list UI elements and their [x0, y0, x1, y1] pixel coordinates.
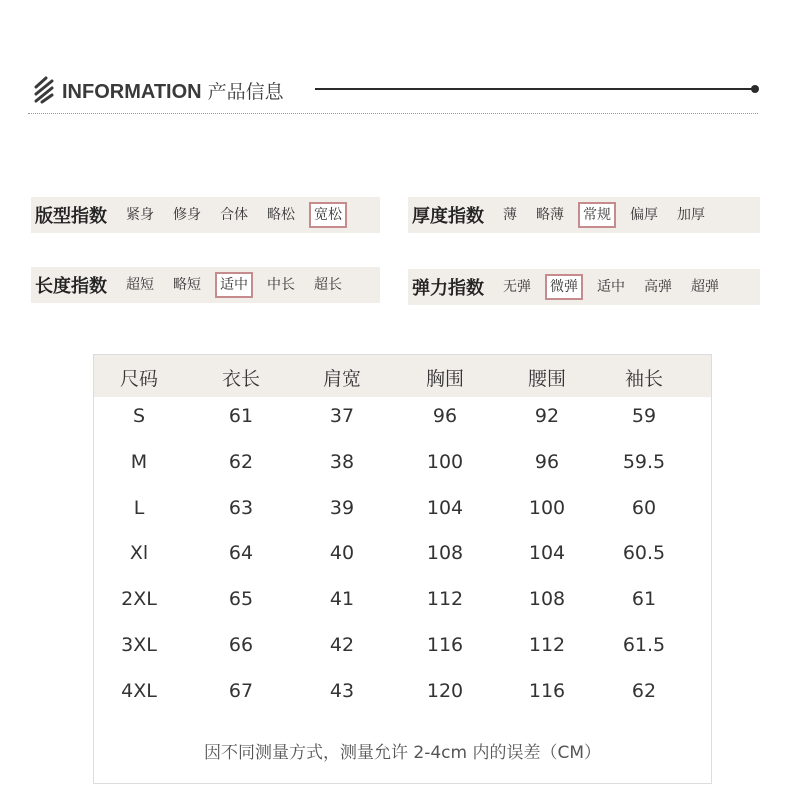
thickness-option: 薄 — [503, 207, 517, 223]
table-cell: M — [130, 450, 148, 473]
fit-option-selected: 宽松 — [309, 202, 347, 228]
table-cell: 120 — [426, 679, 464, 702]
fit-index-bar — [31, 197, 380, 233]
table-cell: 64 — [228, 542, 254, 565]
table-cell: 62 — [228, 450, 254, 473]
table-cell: Xl — [129, 542, 149, 565]
elasticity-option: 适中 — [597, 279, 625, 295]
table-cell: S — [132, 405, 146, 427]
table-header-cell: 肩宽 — [322, 368, 361, 390]
table-cell: 65 — [228, 588, 254, 611]
length-option-selected: 适中 — [215, 272, 253, 298]
size-table — [93, 354, 712, 784]
length-option: 超长 — [314, 277, 342, 293]
table-cell: 42 — [329, 634, 355, 656]
elasticity-index-bar — [408, 269, 760, 305]
thickness-option-selected: 常规 — [578, 202, 616, 228]
header-dotted-rule — [28, 113, 758, 114]
table-cell: 61.5 — [622, 634, 666, 656]
table-cell: 96 — [432, 405, 458, 427]
fit-option: 修身 — [173, 207, 201, 223]
table-cell: 100 — [426, 450, 464, 473]
table-cell: 2XL — [121, 588, 157, 611]
thickness-index-bar — [408, 197, 760, 233]
size-table-header — [94, 355, 711, 397]
table-cell: 61 — [631, 588, 657, 611]
elasticity-option: 超弹 — [691, 279, 719, 295]
measurement-note: 因不同测量方式，测量允许 2-4cm 内的误差（CM） — [203, 743, 602, 763]
header-divider-line — [315, 88, 755, 90]
thickness-option: 偏厚 — [630, 207, 658, 223]
table-header-cell: 腰围 — [527, 368, 566, 390]
length-option: 超短 — [126, 277, 154, 293]
table-cell: 60 — [631, 496, 657, 519]
stripes-logo-icon — [32, 75, 56, 105]
table-cell: 92 — [534, 405, 560, 427]
fit-option: 略松 — [267, 207, 295, 223]
elasticity-index-label: 弹力指数 — [412, 278, 484, 299]
fit-index-label: 版型指数 — [35, 206, 107, 227]
table-cell: 112 — [426, 588, 464, 611]
table-cell: 100 — [528, 496, 566, 519]
table-cell: 60.5 — [622, 542, 666, 565]
table-cell: 63 — [228, 496, 254, 519]
table-cell: 67 — [228, 679, 254, 702]
table-cell: 62 — [631, 679, 657, 702]
header-title-en: INFORMATION — [62, 81, 202, 103]
table-cell: 43 — [329, 679, 355, 702]
length-option: 略短 — [173, 277, 201, 293]
table-cell: 40 — [329, 542, 355, 565]
table-header-cell: 胸围 — [425, 368, 464, 390]
information-header — [30, 70, 760, 110]
table-cell: 59.5 — [622, 450, 666, 473]
table-cell: 104 — [426, 496, 464, 519]
header-title-cn: 产品信息 — [207, 82, 284, 103]
table-cell: L — [133, 496, 145, 519]
table-header-cell: 衣长 — [221, 368, 260, 390]
length-option: 中长 — [267, 277, 295, 293]
length-index-bar — [31, 267, 380, 303]
thickness-index-label: 厚度指数 — [412, 206, 484, 227]
table-cell: 37 — [329, 405, 355, 427]
table-cell: 41 — [329, 588, 355, 611]
table-cell: 116 — [528, 679, 566, 702]
table-cell: 104 — [528, 542, 566, 565]
elasticity-option: 高弹 — [644, 279, 672, 295]
table-cell: 66 — [228, 634, 254, 656]
table-cell: 61 — [228, 405, 254, 427]
table-cell: 116 — [426, 634, 464, 656]
table-cell: 59 — [631, 405, 657, 427]
header-divider-dot — [751, 85, 759, 93]
table-header-cell: 袖长 — [624, 368, 663, 390]
table-cell: 4XL — [121, 679, 157, 702]
table-cell: 39 — [329, 496, 355, 519]
table-cell: 3XL — [121, 634, 157, 656]
thickness-option: 加厚 — [677, 207, 705, 223]
header-title — [62, 77, 284, 104]
table-cell: 38 — [329, 450, 355, 473]
table-cell: 96 — [534, 450, 560, 473]
fit-option: 合体 — [220, 207, 248, 223]
fit-option: 紧身 — [126, 207, 154, 223]
thickness-option: 略薄 — [536, 207, 564, 223]
table-cell: 112 — [528, 634, 566, 656]
table-cell: 108 — [528, 588, 566, 611]
elasticity-option: 无弹 — [503, 279, 531, 295]
table-header-cell: 尺码 — [119, 368, 158, 390]
length-index-label: 长度指数 — [35, 276, 107, 297]
elasticity-option-selected: 微弹 — [545, 274, 583, 300]
table-cell: 108 — [426, 542, 464, 565]
